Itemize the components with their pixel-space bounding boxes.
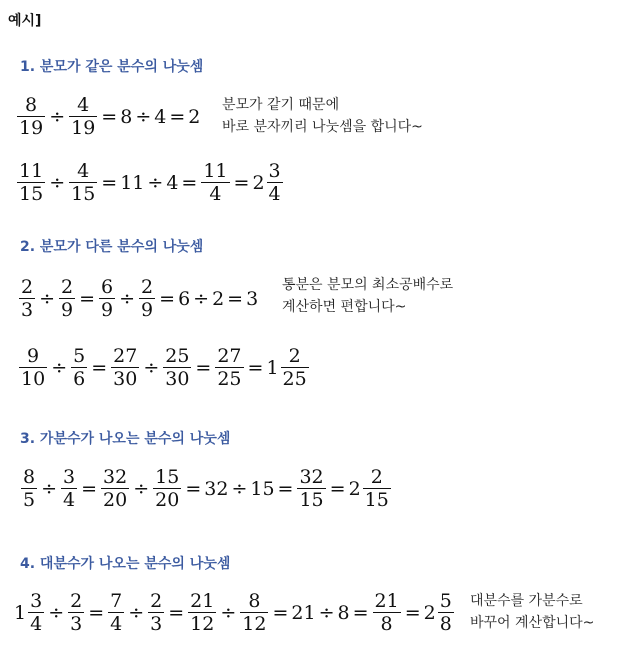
denominator: 20 [103,489,128,512]
whole-part: 2 [348,477,361,500]
denominator: 8 [439,613,452,636]
denominator: 25 [282,368,307,391]
number: 3 [246,287,259,310]
divide-sign: ÷ [39,287,56,310]
section-heading-2: 2. 분모가 다른 분수의 나눗셈 [20,239,204,255]
section-heading-4: 4. 대분수가 나오는 분수의 나눗셈 [20,556,231,572]
numerator: 21 [374,590,399,612]
denominator: 4 [30,613,43,636]
divide-sign: ÷ [41,477,58,500]
note-4-1 [470,590,594,634]
mixed-number [14,590,45,635]
equals-sign: = [79,287,96,310]
numerator: 8 [23,466,36,488]
fraction [201,160,229,205]
divide-sign: ÷ [220,601,237,624]
numerator: 2 [150,590,163,612]
numerator: 11 [203,160,228,182]
numerator: 27 [217,345,242,367]
numerator: 3 [268,160,281,182]
fraction [153,466,181,511]
divide-sign: ÷ [133,477,150,500]
numerator: 9 [27,345,40,367]
fraction [108,590,124,635]
number: 11 [120,171,145,194]
number: 32 [204,477,229,500]
number: 6 [178,287,191,310]
numerator: 2 [61,276,74,298]
fraction [19,345,47,390]
number: 15 [250,477,275,500]
equals-sign: = [159,287,176,310]
fraction [61,466,77,511]
note-line: 통분은 분모의 최소공배수로 [282,277,454,293]
number: 4 [166,171,179,194]
divide-sign: ÷ [318,601,335,624]
denominator: 9 [61,299,74,322]
mixed-number [349,466,392,511]
denominator: 10 [21,368,46,391]
fraction [438,590,454,635]
equals-sign: = [195,356,212,379]
numerator: 2 [21,276,34,298]
equals-sign: = [81,477,98,500]
equation-3-1 [20,466,392,511]
fraction [59,276,75,321]
note-line: 대분수를 가분수로 [470,593,583,609]
equation-4-1 [14,590,455,635]
equals-sign: = [233,171,250,194]
numerator: 8 [25,94,38,116]
fraction [17,94,45,139]
numerator: 32 [299,466,324,488]
denominator: 4 [268,183,281,206]
numerator: 2 [70,590,83,612]
fraction [240,590,268,635]
note-line: 분모가 같기 때문에 [222,97,340,113]
fraction [139,276,155,321]
fraction [101,466,129,511]
number: 2 [188,105,201,128]
denominator: 20 [155,489,180,512]
denominator: 19 [19,117,44,140]
whole-part: 1 [14,601,27,624]
fraction [297,466,325,511]
whole-part: 1 [266,356,279,379]
note-line: 계산하면 편합니다~ [282,299,407,315]
numerator: 11 [19,160,44,182]
divide-sign: ÷ [147,171,164,194]
divide-sign: ÷ [193,287,210,310]
fraction [17,160,45,205]
divide-sign: ÷ [128,601,145,624]
section-heading-1: 1. 분모가 같은 분수의 나눗셈 [20,59,204,75]
denominator: 8 [380,613,393,636]
denominator: 3 [21,299,34,322]
numerator: 3 [30,590,43,612]
note-line: 바로 분자끼리 나눗셈을 합니다~ [222,119,423,135]
equation-1-1 [16,94,200,139]
number: 8 [337,601,350,624]
number: 21 [291,601,316,624]
fraction [215,345,243,390]
denominator: 5 [23,489,36,512]
equals-sign: = [88,601,105,624]
equals-sign: = [185,477,202,500]
denominator: 9 [101,299,114,322]
numerator: 21 [190,590,215,612]
numerator: 2 [288,345,301,367]
equals-sign: = [404,601,421,624]
numerator: 6 [101,276,114,298]
whole-part: 2 [423,601,436,624]
equals-sign: = [181,171,198,194]
divide-sign: ÷ [48,601,65,624]
denominator: 30 [165,368,190,391]
denominator: 12 [242,613,267,636]
numerator: 5 [73,345,86,367]
equals-sign: = [277,477,294,500]
numerator: 25 [165,345,190,367]
equals-sign: = [329,477,346,500]
fraction [69,160,97,205]
numerator: 5 [439,590,452,612]
denominator: 4 [110,613,123,636]
section-heading-3: 3. 가분수가 나오는 분수의 나눗셈 [20,431,231,447]
denominator: 15 [364,489,389,512]
numerator: 27 [113,345,138,367]
whole-part: 2 [252,171,265,194]
fraction [267,160,283,205]
fraction [111,345,139,390]
fraction [21,466,37,511]
page-title: 예시] [8,13,42,29]
numerator: 3 [63,466,76,488]
numerator: 7 [110,590,123,612]
number: 4 [154,105,167,128]
equals-sign: = [272,601,289,624]
denominator: 3 [150,613,163,636]
fraction [99,276,115,321]
fraction [363,466,391,511]
equals-sign: = [101,105,118,128]
denominator: 15 [299,489,324,512]
equals-sign: = [101,171,118,194]
divide-sign: ÷ [49,171,66,194]
fraction [68,590,84,635]
divide-sign: ÷ [143,356,160,379]
fraction [163,345,191,390]
equals-sign: = [247,356,264,379]
equation-2-2 [18,345,310,390]
equals-sign: = [168,601,185,624]
denominator: 30 [113,368,138,391]
denominator: 15 [19,183,44,206]
fraction [281,345,309,390]
mixed-number [266,345,309,390]
fraction [19,276,35,321]
fraction [71,345,87,390]
divide-sign: ÷ [135,105,152,128]
equation-1-2 [16,160,284,205]
note-1-1 [222,94,423,138]
equation-2-1 [18,276,258,321]
denominator: 4 [209,183,222,206]
divide-sign: ÷ [51,356,68,379]
denominator: 6 [73,368,86,391]
note-line: 바꾸어 계산합니다~ [470,615,595,631]
mixed-number [424,590,455,635]
fraction [148,590,164,635]
fraction [188,590,216,635]
divide-sign: ÷ [119,287,136,310]
denominator: 4 [63,489,76,512]
fraction [69,94,97,139]
numerator: 2 [141,276,154,298]
equals-sign: = [352,601,369,624]
numerator: 4 [77,94,90,116]
numerator: 4 [77,160,90,182]
equals-sign: = [227,287,244,310]
divide-sign: ÷ [231,477,248,500]
number: 2 [212,287,225,310]
numerator: 15 [155,466,180,488]
denominator: 9 [141,299,154,322]
denominator: 19 [71,117,96,140]
denominator: 12 [190,613,215,636]
number: 8 [120,105,133,128]
mixed-number [252,160,283,205]
denominator: 15 [71,183,96,206]
denominator: 25 [217,368,242,391]
numerator: 8 [248,590,261,612]
numerator: 2 [370,466,383,488]
fraction [373,590,401,635]
equals-sign: = [169,105,186,128]
equals-sign: = [91,356,108,379]
fraction [28,590,44,635]
note-2-1 [282,274,453,318]
denominator: 3 [70,613,83,636]
divide-sign: ÷ [49,105,66,128]
numerator: 32 [103,466,128,488]
